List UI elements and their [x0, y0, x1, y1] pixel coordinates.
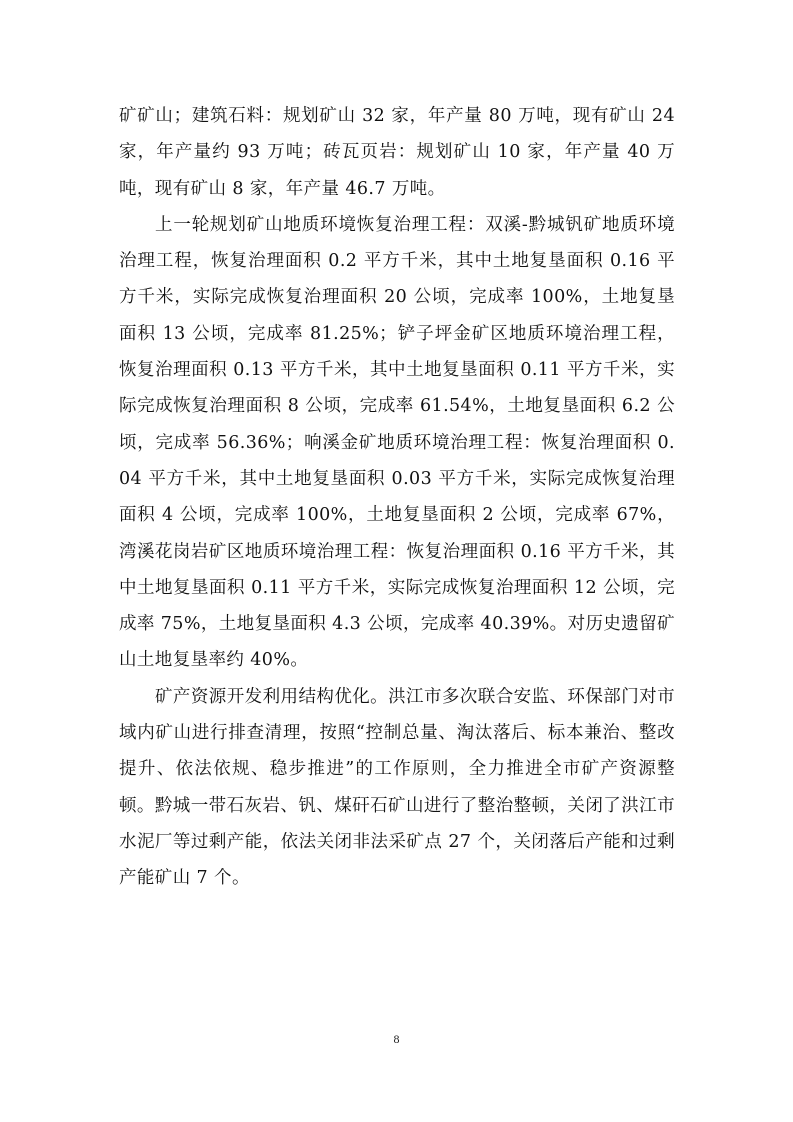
body-text: [119, 98, 675, 897]
paragraph-restoration-projects: 上一轮规划矿山地质环境恢复治理工程：双溪-黔城钒矿地质环境治理工程，恢复治理面积 0.2 平方千米，其中土地复垦面积 0.16 平方千米，实际完成恢复治理面积 20 公顷，完成率 100%，土地复垦面积 13 公顷，完成率 81.25%；铲子坪金矿区地质环境治理工程，恢复治理面积 0.13 平方千米，其中土地复垦面积 0.11 平方千米，实际完成恢复治理面积 8 公顷，完成率 61.54%，土地复垦面积 6.2 公顷，完成率 56.36%；响溪金矿地质环境治理工程：恢复治理面积 0.04 平方千米，其中土地复垦面积 0.03 平方千米，实际完成恢复治理面积 4 公顷，完成率 100%，土地复垦面积 2 公顷，完成率 67%，湾溪花岗岩矿区地质环境治理工程：恢复治理面积 0.16 平方千米，其中土地复垦面积 0.11 平方千米，实际完成恢复治理面积 12 公顷，完成率 75%，土地复垦面积 4.3 公顷，完成率 40.39%。对历史遗留矿山土地复垦率约 40%。: [119, 214, 675, 671]
paragraph-mine-counts: 矿矿山；建筑石料：规划矿山 32 家，年产量 80 万吨，现有矿山 24 家，年产量约 93 万吨；砖瓦页岩：规划矿山 10 家，年产量 40 万吨，现有矿山 8 家，年产量 46.7 万吨。: [119, 106, 675, 199]
page-number: 8: [393, 1032, 400, 1046]
paragraph-structure-optimization: 矿产资源开发利用结构优化。洪江市多次联合安监、环保部门对市域内矿山进行排查清理，按照“控制总量、淘汰落后、标本兼治、整改提升、依法依规、稳步推进”的工作原则，全力推进全市矿产资源整顿。黔城一带石灰岩、钒、煤矸石矿山进行了整治整顿，关闭了洪江市水泥厂等过剩产能，依法关闭非法采矿点 27 个，关闭落后产能和过剩产能矿山 7 个。: [119, 686, 675, 889]
